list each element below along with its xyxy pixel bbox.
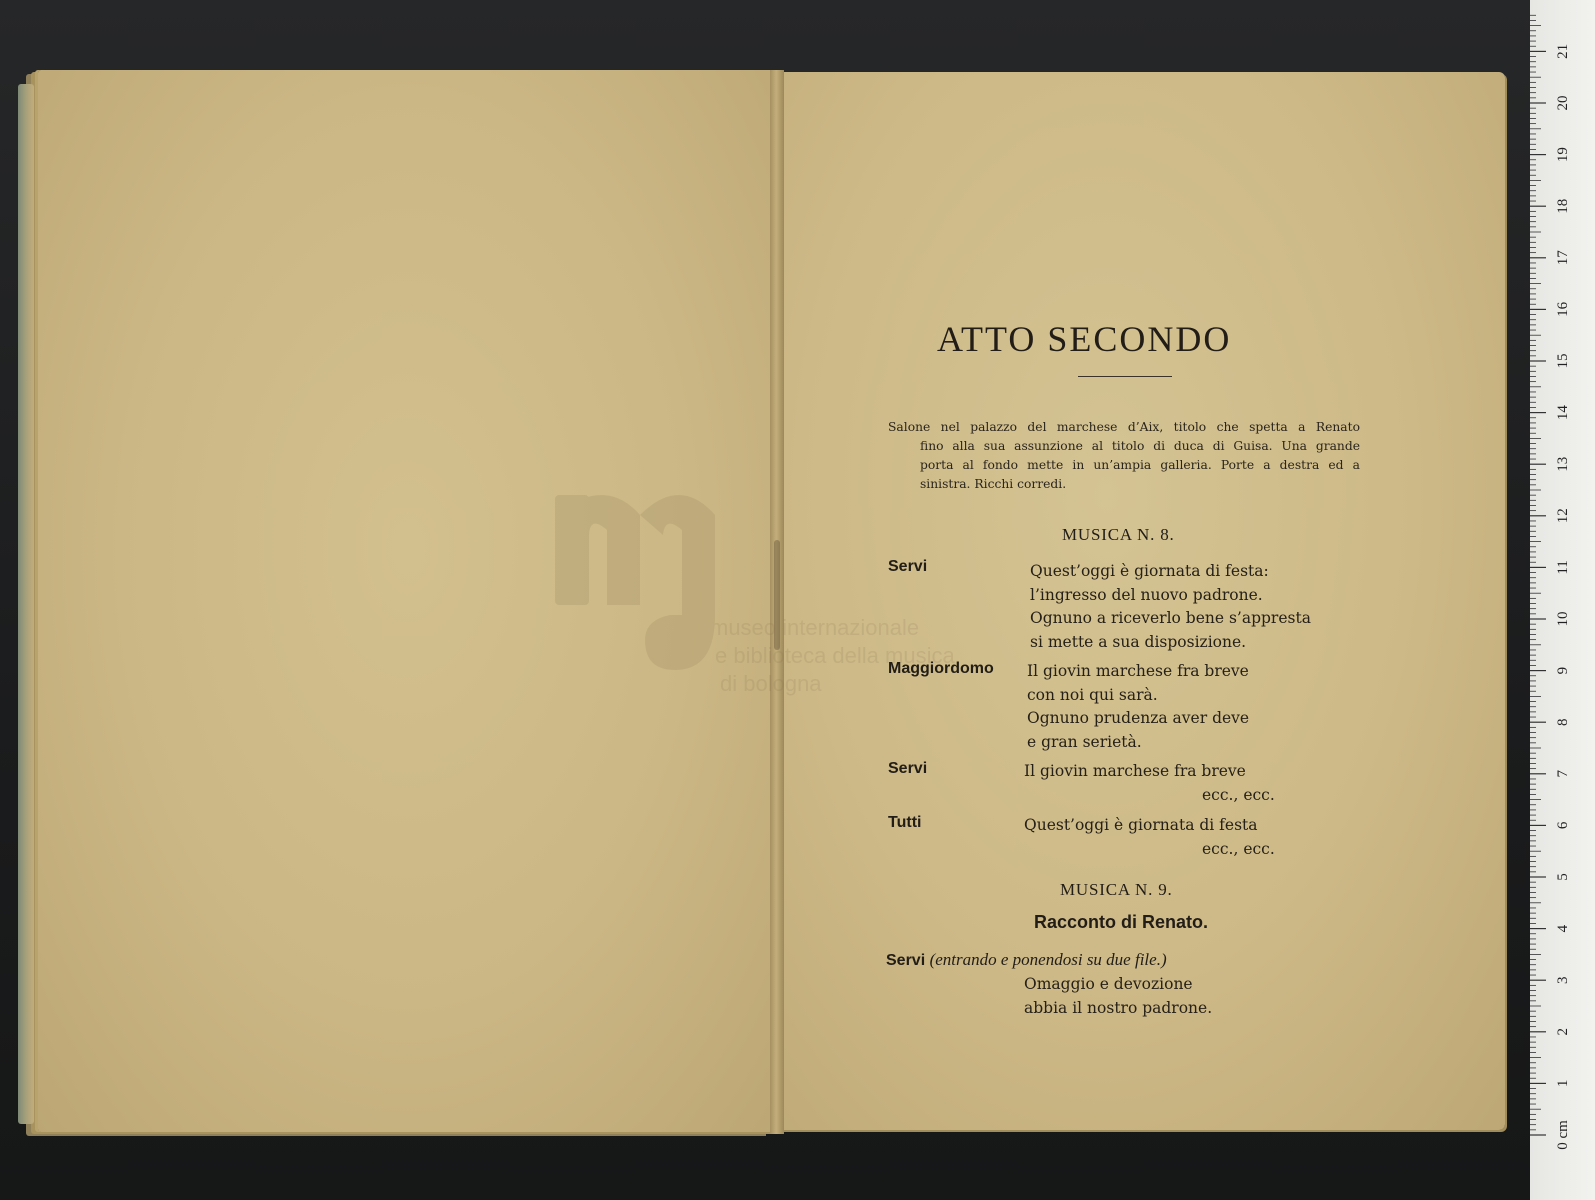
watermark-line-3: di bologna	[720, 671, 822, 696]
scene-line-4: sinistra. Ricchi corredi.	[920, 477, 1067, 491]
speaker-servi: Servi	[888, 760, 928, 777]
verse-line: si mette a sua disposizione.	[1030, 632, 1247, 651]
verse-block	[1024, 973, 1212, 1020]
verse-line: l’ingresso del nuovo padrone.	[1030, 585, 1263, 604]
ruler-label: 11	[1555, 560, 1571, 575]
scene-line-2: fino alla sua assunzione al titolo di duca di Guisa. Una grande	[920, 439, 1360, 453]
ruler-label: 7	[1555, 770, 1571, 778]
speaker-servi: Servi	[888, 558, 928, 575]
stage-direction: (entrando e ponendosi su due file.)	[929, 950, 1167, 969]
verse-block	[1027, 660, 1249, 754]
ruler-label: 3	[1555, 976, 1571, 984]
ruler-label: 20	[1555, 95, 1571, 111]
ruler-label: 21	[1555, 43, 1571, 59]
ruler-label: 18	[1555, 198, 1571, 214]
verse-line: ecc., ecc.	[1202, 786, 1275, 804]
musica-8-heading: MUSICA N. 8.	[1062, 525, 1175, 544]
ruler-label: 2	[1555, 1028, 1571, 1036]
ruler-label: 14	[1555, 405, 1571, 421]
scene-line-1: Salone nel palazzo del marchese d’Aix, titolo che spetta a Renato	[888, 420, 1360, 434]
watermark-line-1: museo internazionale	[710, 615, 920, 640]
verse-line: Quest’oggi è giornata di festa	[1024, 816, 1258, 834]
ruler-label: 9	[1555, 666, 1571, 675]
speaker-servi	[886, 950, 1167, 970]
ruler-label: 12	[1555, 508, 1571, 524]
ruler-label: 19	[1555, 147, 1571, 163]
ruler-label: 6	[1555, 821, 1571, 830]
ruler-label: 16	[1555, 301, 1571, 317]
verse-line: e gran serietà.	[1027, 732, 1142, 751]
ruler-label: 10	[1555, 611, 1571, 627]
title-rule	[1078, 376, 1172, 377]
ruler-label: 0 cm	[1555, 1120, 1571, 1150]
ruler-label: 5	[1555, 873, 1571, 881]
racconto-heading: Racconto di Renato.	[1034, 912, 1209, 932]
watermark-line-2: e biblioteca della musica	[715, 643, 955, 668]
verse-line: Ognuno prudenza aver deve	[1027, 709, 1250, 727]
verse-line: abbia il nostro padrone.	[1024, 998, 1213, 1017]
verse-line: Ognuno a riceverlo bene s’appresta	[1030, 609, 1311, 627]
act-title: ATTO SECONDO	[937, 319, 1232, 359]
scene-line-3: porta al fondo mette in un’ampia galleria. Porte a destra ed a	[920, 458, 1360, 472]
ruler-label: 8	[1555, 718, 1571, 726]
ruler-label: 4	[1555, 924, 1571, 933]
verse-block	[1030, 560, 1311, 654]
ruler-label: 17	[1555, 250, 1571, 266]
ruler-ticks	[1530, 0, 1595, 1200]
musica-9-heading: MUSICA N. 9.	[1060, 880, 1173, 899]
measurement-ruler	[1530, 0, 1595, 1200]
verse-line: Quest’oggi è giornata di festa:	[1030, 562, 1269, 580]
ruler-label: 15	[1555, 353, 1571, 369]
scene-description	[888, 418, 1360, 494]
verse-line: Il giovin marchese fra breve	[1024, 762, 1246, 780]
verse-line: Omaggio e devozione	[1024, 975, 1193, 993]
ruler-label: 13	[1555, 456, 1571, 472]
speaker-maggiordomo: Maggiordomo	[888, 660, 994, 677]
final-speaker: Servi	[886, 952, 926, 969]
verse-line: con noi qui sarà.	[1027, 685, 1158, 704]
verse-line: Il giovin marchese fra breve	[1027, 662, 1249, 680]
speaker-tutti: Tutti	[888, 814, 922, 831]
verse-line: ecc., ecc.	[1202, 840, 1275, 858]
page-edges	[18, 84, 34, 1124]
ruler-label: 1	[1555, 1079, 1571, 1088]
